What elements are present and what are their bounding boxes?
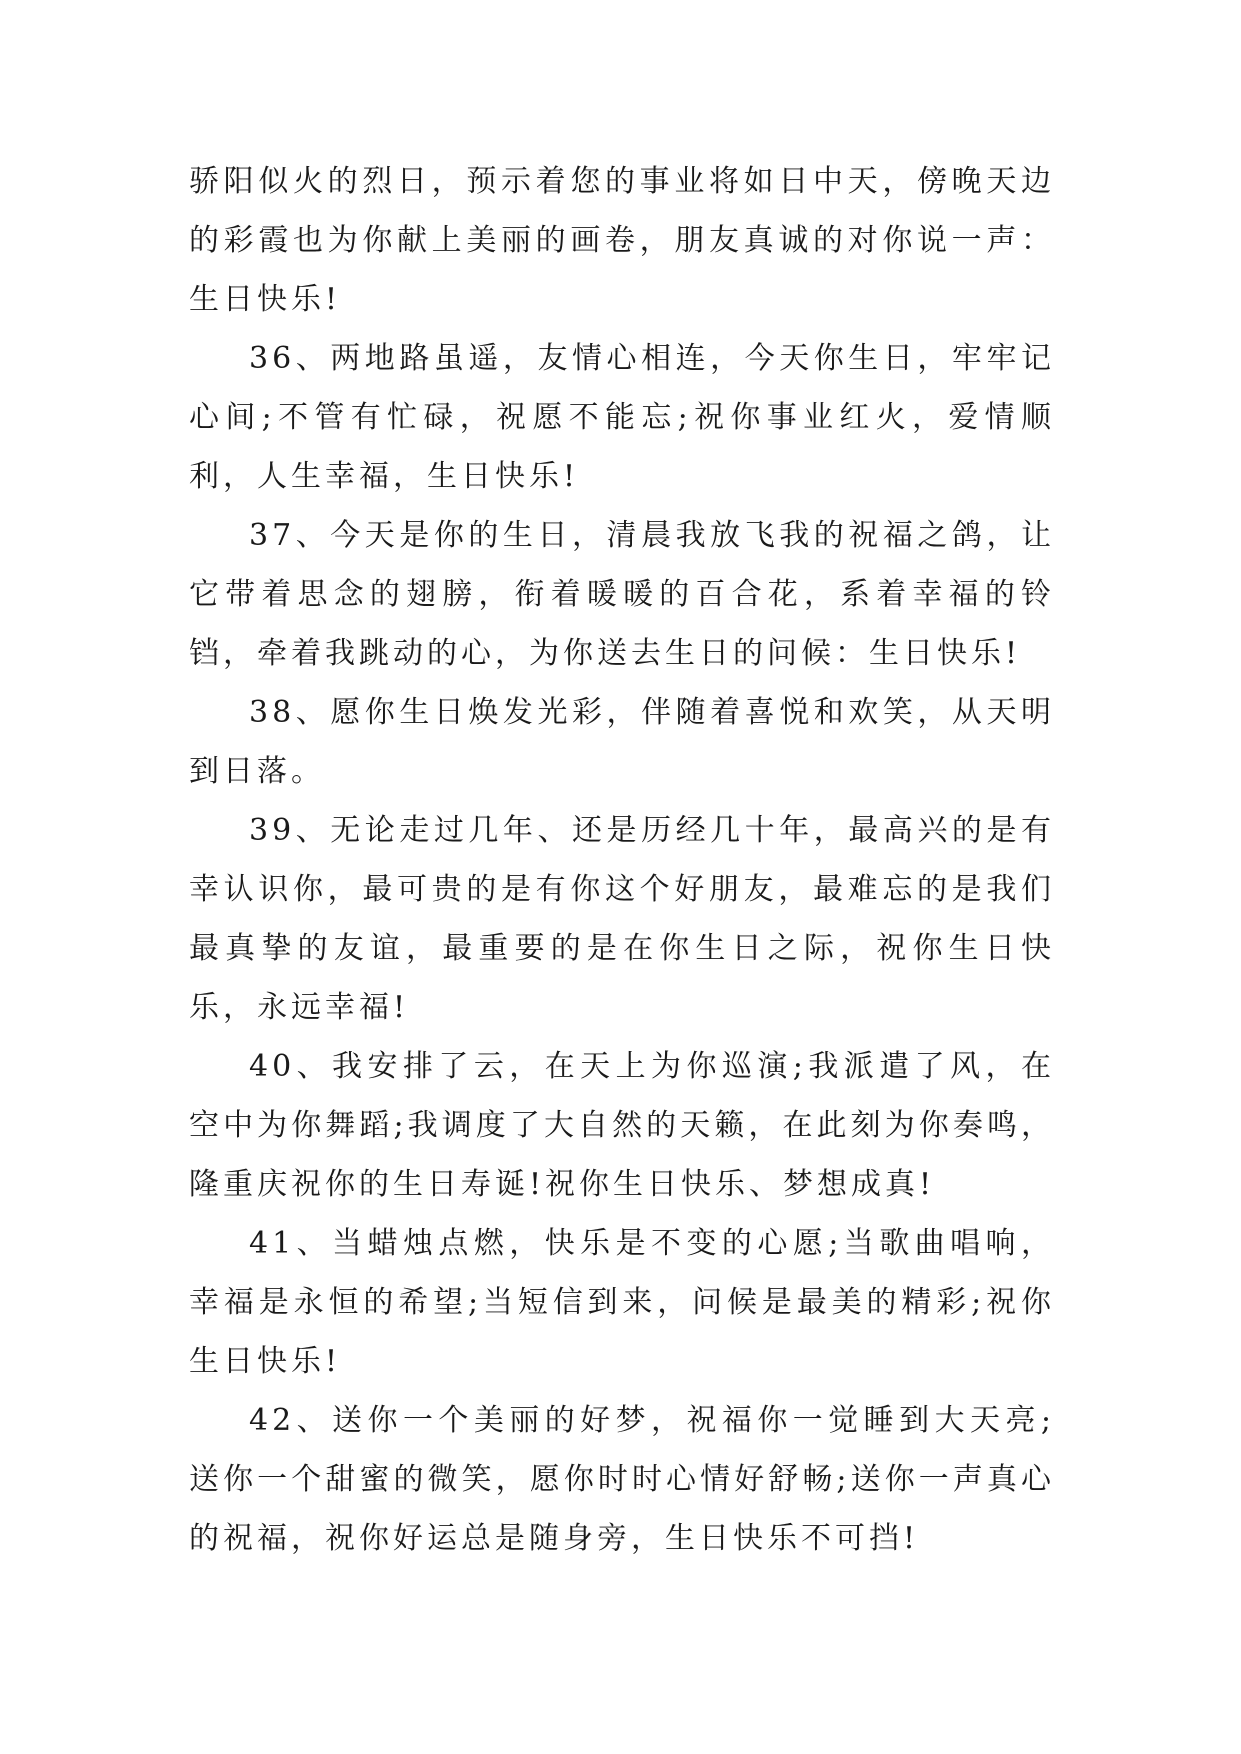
paragraph-continuation: 骄阳似火的烈日，预示着您的事业将如日中天，傍晚天边的彩霞也为你献上美丽的画卷，朋友真诚的对你说一声：生日快乐!	[189, 164, 1055, 317]
paragraph-38: 38、愿你生日焕发光彩，伴随着喜悦和欢笑，从天明到日落。	[189, 695, 1055, 789]
paragraph-39: 39、无论走过几年、还是历经几十年，最高兴的是有幸认识你，最可贵的是有你这个好朋友，最难忘的是我们最真挚的友谊，最重要的是在你生日之际，祝你生日快乐，永远幸福!	[189, 813, 1055, 1025]
document-body	[189, 152, 1055, 1568]
paragraph-42: 42、送你一个美丽的好梦，祝福你一觉睡到大天亮;送你一个甜蜜的微笑，愿你时时心情好舒畅;送你一声真心的祝福，祝你好运总是随身旁，生日快乐不可挡!	[189, 1403, 1055, 1556]
paragraph-40: 40、我安排了云，在天上为你巡演;我派遣了风，在空中为你舞蹈;我调度了大自然的天籁，在此刻为你奏鸣，隆重庆祝你的生日寿诞!祝你生日快乐、梦想成真!	[189, 1049, 1055, 1202]
paragraph-37: 37、今天是你的生日，清晨我放飞我的祝福之鸽，让它带着思念的翅膀，衔着暖暖的百合花，系着幸福的铃铛，牵着我跳动的心，为你送去生日的问候：生日快乐!	[189, 518, 1055, 671]
paragraph-36: 36、两地路虽遥，友情心相连，今天你生日，牢牢记心间;不管有忙碌，祝愿不能忘;祝你事业红火，爱情顺利，人生幸福，生日快乐!	[189, 341, 1055, 494]
paragraph-41: 41、当蜡烛点燃，快乐是不变的心愿;当歌曲唱响，幸福是永恒的希望;当短信到来，问候是最美的精彩;祝你生日快乐!	[189, 1226, 1055, 1379]
